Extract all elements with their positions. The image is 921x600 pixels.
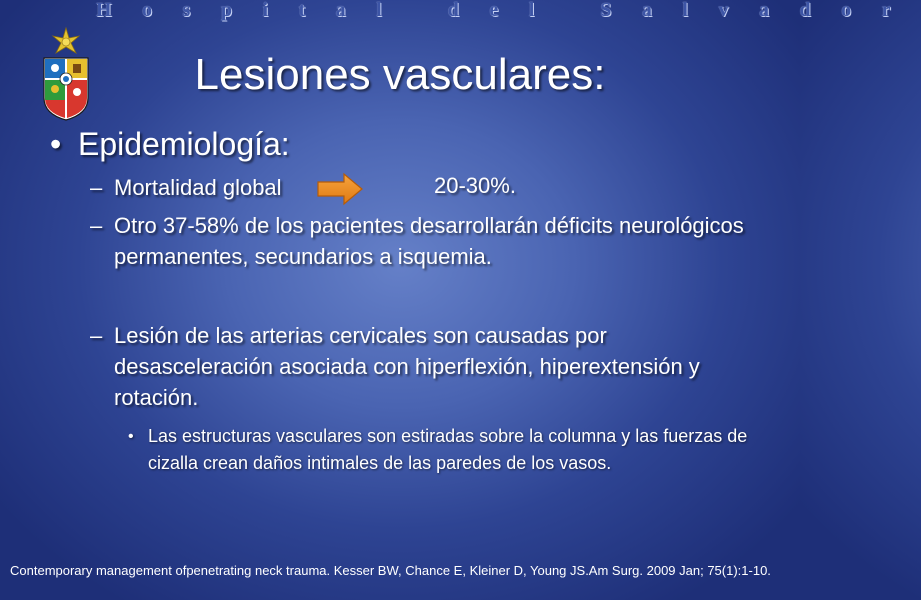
sub-list-item-text: Las estructuras vasculares son estiradas sobre la columna y las fuerzas de cizalla crean daños intimales de las paredes de los vasos. — [148, 426, 748, 473]
bullet-marker: • — [50, 126, 62, 162]
dash-marker: – — [90, 323, 103, 348]
mortality-value: 20-30%. — [434, 173, 516, 198]
list-item-mortality — [90, 172, 770, 203]
right-arrow-icon — [316, 172, 364, 206]
section-heading — [50, 126, 290, 163]
institution-header: Hospital del Salvador — [96, 0, 921, 21]
list-item-text: Otro 37-58% de los pacientes desarrollarán déficits neurológicos permanentes, secundarios a isquemia. — [114, 213, 744, 269]
list-item-text: Lesión de las arterias cervicales son causadas por desasceleración asociada con hiperflexión, hiperextensión y rotación. — [114, 323, 700, 410]
list-item-deficits — [90, 210, 770, 272]
citation: Contemporary management ofpenetrating neck trauma. Kesser BW, Chance E, Kleiner D, Young JS.Am Surg. 2009 Jan; 75(1):1-10. — [10, 563, 771, 578]
list-item-text: Mortalidad global — [114, 175, 282, 200]
sub-list-item — [128, 423, 758, 477]
dash-marker: – — [90, 175, 103, 200]
section-heading-text: Epidemiología: — [78, 126, 290, 162]
list-item-mechanism — [90, 320, 770, 413]
dash-marker: – — [90, 213, 103, 238]
bullet-marker: • — [128, 428, 134, 445]
slide-title: Lesiones vasculares: — [194, 50, 606, 99]
